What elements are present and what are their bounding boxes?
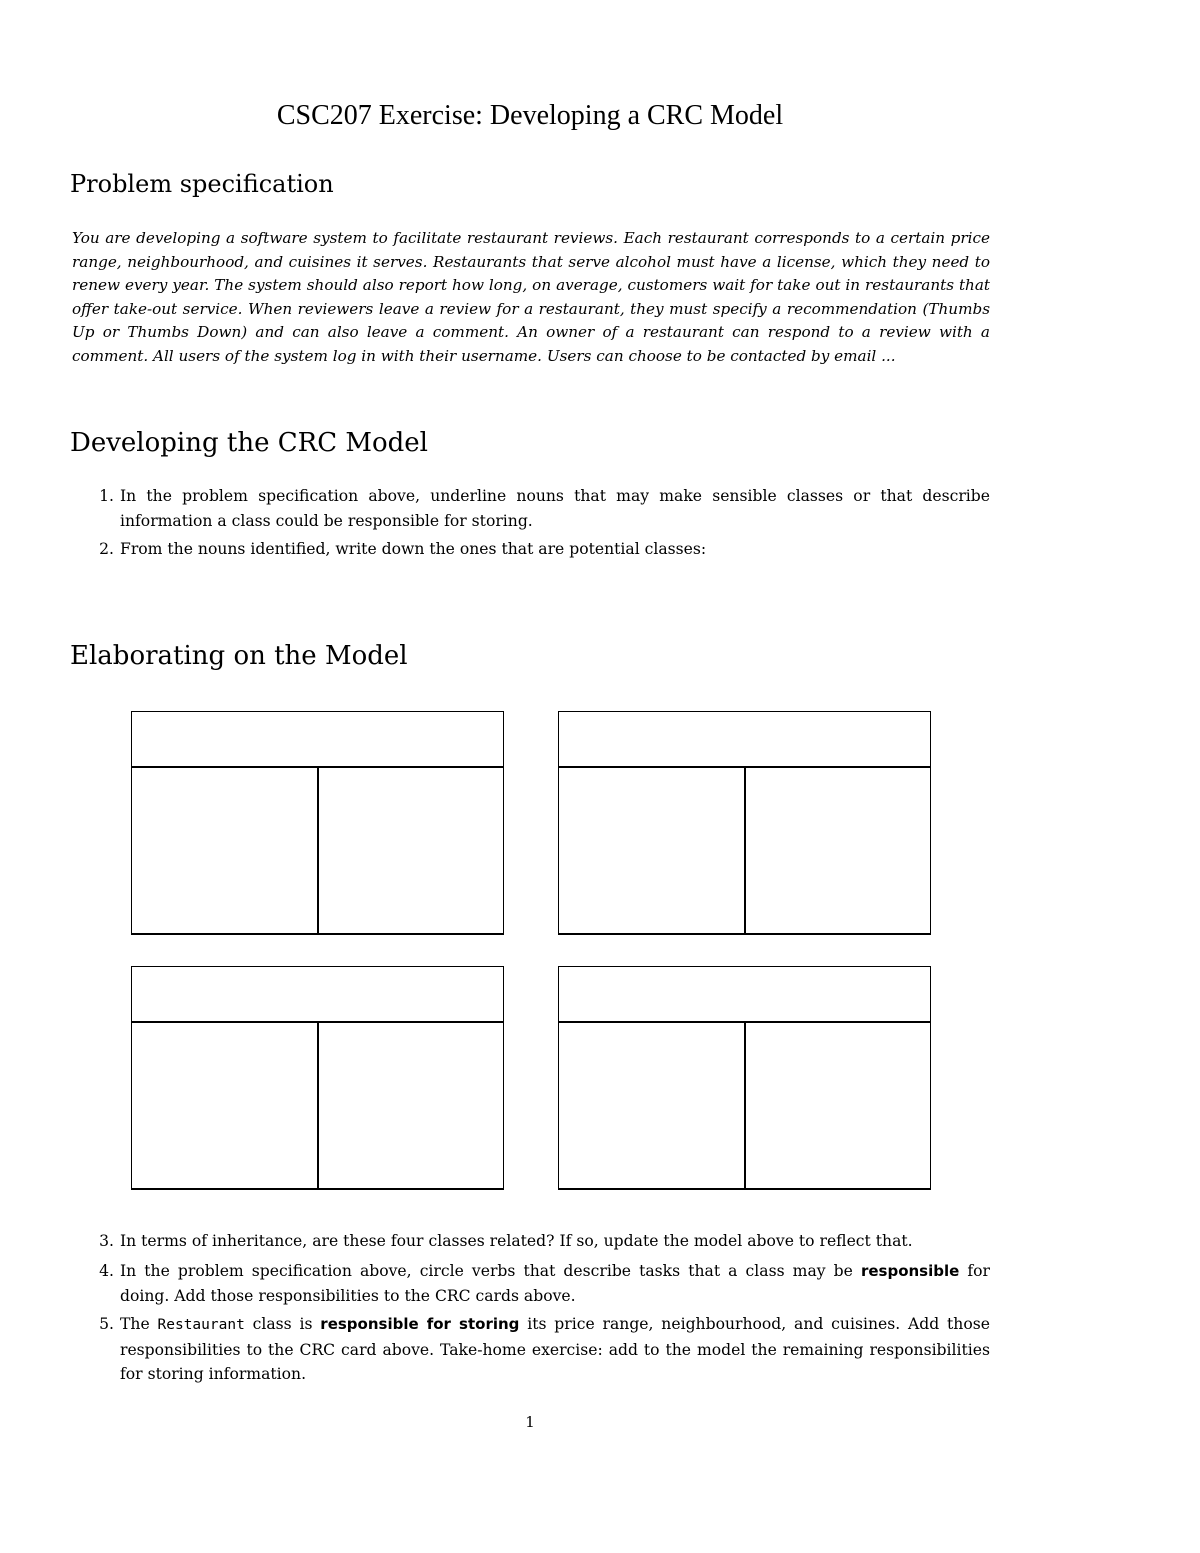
crc-card-divider: [317, 1023, 319, 1188]
crc-card-1: [131, 711, 504, 935]
item-number: 3.: [99, 1232, 114, 1250]
item-text: In the problem specification above, circle verbs that describe tasks that a class may be responsible for doing. Add those responsibilities to the CRC cards above.: [120, 1262, 990, 1305]
item-text: The Restaurant class is responsible for storing its price range, neighbourhood, and cuisines. Add those responsibilities to the CRC card above. Take-home exercise: add to the model the remaining responsibilities for storing information.: [120, 1315, 990, 1383]
item-text: From the nouns identified, write down the ones that are potential classes:: [120, 540, 707, 558]
crc-card-divider: [317, 768, 319, 933]
exercise-item-3: [72, 1229, 990, 1254]
item-text: In terms of inheritance, are these four classes related? If so, update the model above to reflect that.: [120, 1232, 913, 1250]
item-number: 1.: [99, 487, 114, 505]
crc-card-class-name-box: [559, 967, 930, 1023]
emphasis-responsible-for-storing: responsible for storing: [320, 1315, 520, 1333]
class-name-code: Restaurant: [157, 1317, 245, 1333]
crc-card-3: [131, 966, 504, 1190]
page-number: 1: [525, 1413, 535, 1431]
crc-card-class-name-box: [132, 967, 503, 1023]
item-number: 4.: [99, 1262, 114, 1280]
exercise-item-2: [72, 537, 990, 562]
crc-card-class-name-box: [132, 712, 503, 768]
section-heading-problem-specification: Problem specification: [70, 170, 334, 198]
exercise-item-4: [72, 1259, 990, 1308]
document-title: CSC207 Exercise: Developing a CRC Model: [276, 100, 784, 131]
item-text: In the problem specification above, underline nouns that may make sensible classes or that describe information a class could be responsible for storing.: [120, 487, 990, 530]
crc-card-2: [558, 711, 931, 935]
exercise-item-1: [72, 484, 990, 533]
item-number: 5.: [99, 1315, 114, 1333]
section-heading-elaborating: Elaborating on the Model: [70, 641, 408, 671]
problem-specification-text: You are developing a software system to facilitate restaurant reviews. Each restaurant corresponds to a certain price range, neighbourhood, and cuisines it serves. Restaurants that serve alcohol must have a license, which they need to renew every year. The system should also report how long, on average, customers wait for take out in restaurants that offer take-out service. When reviewers leave a review for a restaurant, they must specify a recommendation (Thumbs Up or Thumbs Down) and can also leave a comment. An owner of a restaurant can respond to a review with a comment. All users of the system log in with their username. Users can choose to be contacted by email ...: [72, 229, 990, 365]
emphasis-responsible: responsible: [860, 1262, 960, 1280]
crc-card-class-name-box: [559, 712, 930, 768]
crc-card-4: [558, 966, 931, 1190]
section-heading-developing: Developing the CRC Model: [70, 428, 428, 458]
exercise-item-5: [72, 1312, 990, 1387]
crc-card-divider: [744, 1023, 746, 1188]
crc-card-divider: [744, 768, 746, 933]
item-number: 2.: [99, 540, 114, 558]
